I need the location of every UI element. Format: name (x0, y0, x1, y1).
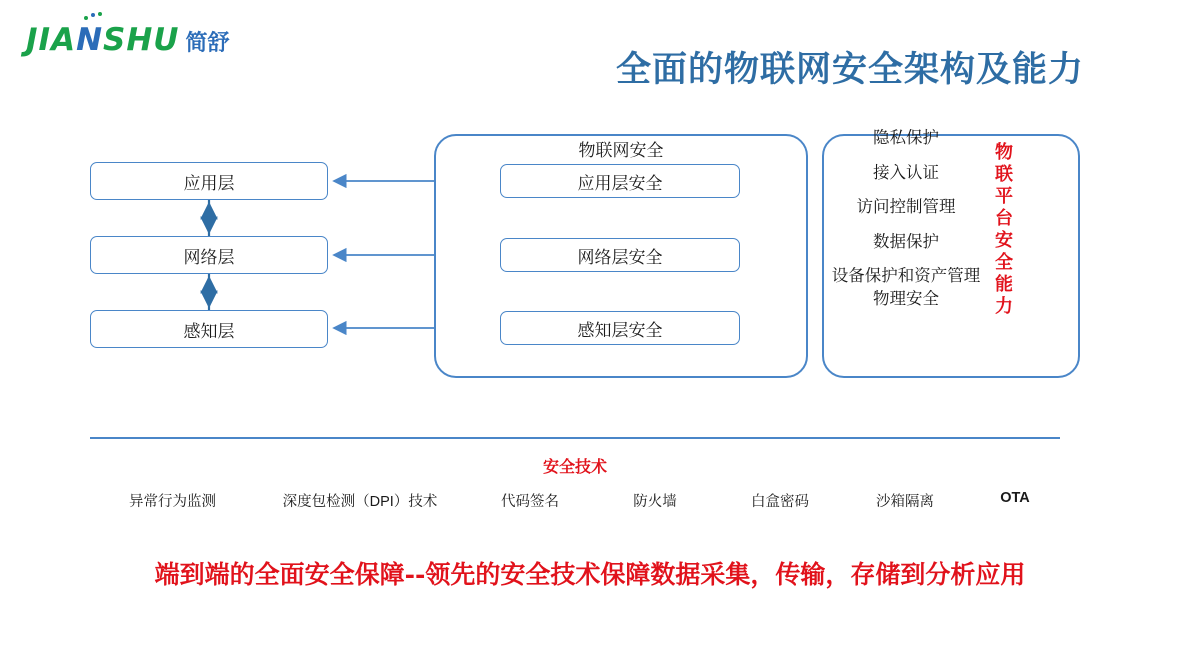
tech-section-heading: 安全技术 (542, 459, 607, 476)
layer-label: 网络层 (183, 247, 235, 267)
security-label: 感知层安全 (577, 320, 663, 340)
capability-item: 设备保护和资产管理 (831, 266, 981, 285)
layer-label: 感知层 (183, 321, 235, 341)
capability-item: 物理安全 (873, 290, 939, 309)
iot-security-title: 物联网安全 (578, 141, 664, 160)
layer-box-perception (90, 310, 328, 348)
security-label: 应用层安全 (577, 173, 663, 193)
tech-item: 沙箱隔离 (876, 494, 934, 510)
footer-statement: 端到端的全面安全保障--领先的安全技术保障数据采集，传输，存储到分析应用 (154, 560, 1026, 589)
tech-item: OTA (1000, 490, 1030, 506)
tech-item: 白盒密码 (751, 494, 809, 510)
layer-box-network (90, 236, 328, 274)
security-label: 网络层安全 (577, 247, 663, 267)
layer-box-application (90, 162, 328, 200)
tech-item-row (90, 490, 1070, 511)
tech-item: 代码签名 (501, 494, 559, 510)
page-title: 全面的物联网安全架构及能力 (615, 50, 1084, 90)
tech-item: 异常行为监测 (129, 494, 216, 510)
layer-label: 应用层 (183, 173, 235, 193)
capability-vertical-label: 物 联 平 台 安 全 能 力 (995, 142, 1013, 316)
capability-item: 隐私保护 (873, 129, 939, 147)
security-box-network (500, 238, 740, 272)
security-box-perception (500, 311, 740, 345)
capability-item: 访问控制管理 (856, 198, 956, 217)
tech-item: 防火墙 (633, 494, 677, 510)
tech-item: 深度包检测（DPI）技术 (282, 494, 438, 510)
security-box-application (500, 164, 740, 198)
logo-latin-text: JIANSHU (26, 22, 180, 58)
capability-item: 接入认证 (873, 163, 939, 182)
section-divider (90, 437, 1060, 439)
logo-dots-icon (84, 12, 110, 21)
brand-logo (26, 22, 229, 58)
capability-item: 数据保护 (873, 232, 939, 251)
logo-chinese-text: 简舒 (185, 31, 230, 56)
capability-list (826, 128, 986, 310)
